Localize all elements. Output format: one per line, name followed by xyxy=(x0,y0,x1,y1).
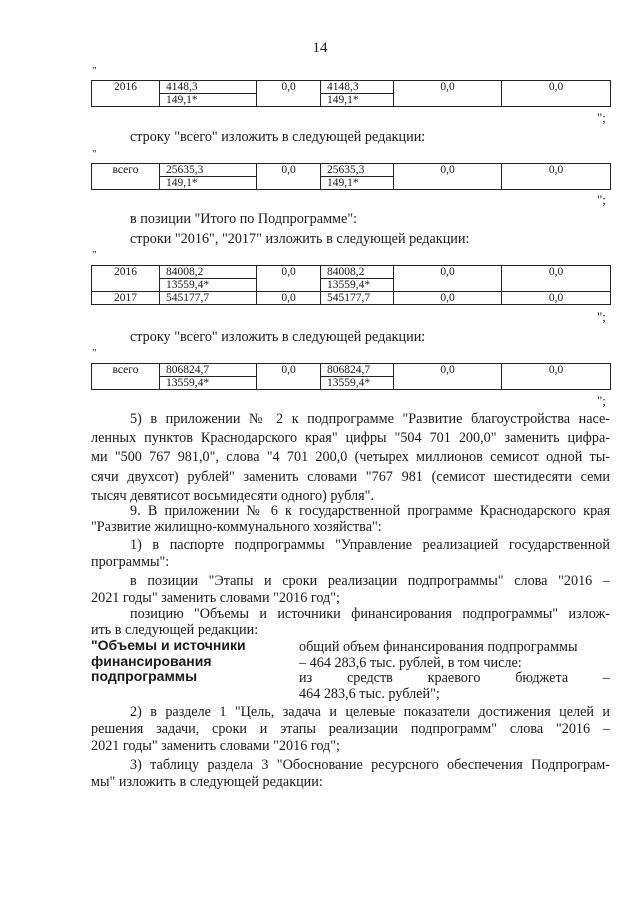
table-row xyxy=(92,364,611,377)
cell-value: 545177,7 xyxy=(160,292,257,305)
cell-value: 25635,3 xyxy=(321,164,394,177)
paragraph-line: программы": xyxy=(91,554,170,570)
passport-value-line xyxy=(299,671,610,687)
cell-value: 0,0 xyxy=(257,292,321,305)
cell-value: 4148,3 xyxy=(321,81,394,94)
cell-value: 149,1* xyxy=(321,94,394,107)
table-2016 xyxy=(91,80,611,107)
open-quote: " xyxy=(92,148,97,160)
paragraph-line: тысяч девятисот восьмидесяти одного) рубля". xyxy=(91,488,374,504)
word: средств xyxy=(346,670,393,687)
close-quote: "; xyxy=(597,192,606,207)
passport-value xyxy=(299,640,610,703)
page-number: 14 xyxy=(312,40,328,56)
paragraph-line: 9. В приложении № 6 к государственной программе Краснодарского края xyxy=(130,503,610,519)
cell-value: 0,0 xyxy=(394,266,502,292)
cell-value: 4148,3 xyxy=(160,81,257,94)
paragraph-line: ить в следующей редакции: xyxy=(91,622,259,638)
cell-value: 0,0 xyxy=(502,266,611,292)
close-quote: "; xyxy=(597,393,606,408)
row-label: всего xyxy=(92,364,160,390)
cell-value: 13559,4* xyxy=(321,377,394,390)
cell-value: 0,0 xyxy=(394,292,502,305)
cell-value: 0,0 xyxy=(257,266,321,292)
open-quote: " xyxy=(92,347,97,359)
close-quote: "; xyxy=(597,110,606,125)
cell-value: 84008,2 xyxy=(321,266,394,279)
cell-value: 0,0 xyxy=(502,292,611,305)
cell-value: 13559,4* xyxy=(321,279,394,292)
paragraph-line: мы" изложить в следующей редакции: xyxy=(91,774,323,790)
cell-value: 25635,3 xyxy=(160,164,257,177)
table-row xyxy=(92,266,611,279)
open-quote: " xyxy=(92,65,97,77)
paragraph-line: 1) в паспорте подпрограммы "Управление реализацией государственной xyxy=(130,537,610,553)
passport-label-line: подпрограммы xyxy=(91,668,198,685)
paragraph-line: 2021 годы" заменить словами "2016 год"; xyxy=(91,738,340,754)
passport-value-line: общий объем финансирования подпрограммы xyxy=(299,639,578,655)
close-quote: "; xyxy=(597,309,606,324)
passport-label-line: "Объемы и источники xyxy=(91,637,246,653)
cell-value: 0,0 xyxy=(394,81,502,107)
row-label: 2017 xyxy=(92,292,160,305)
table-row xyxy=(92,164,611,177)
cell-value: 0,0 xyxy=(394,364,502,390)
row-label: 2016 xyxy=(92,266,160,292)
row-label: 2016 xyxy=(92,81,160,107)
passport-label xyxy=(91,638,291,685)
word: бюджета xyxy=(515,670,569,687)
word: – xyxy=(602,670,610,687)
paragraph-line: решения задачи, сроки и этапы реализации подпрограмм" слова "2016 – xyxy=(91,721,610,737)
table-total-1 xyxy=(91,163,611,190)
table-total-2 xyxy=(91,363,611,390)
table-row xyxy=(92,81,611,94)
paragraph-line: позицию "Объемы и источники финансирования подпрограммы" излож- xyxy=(130,606,610,622)
instruction-line: строки "2016", "2017" изложить в следующей редакции: xyxy=(130,231,470,247)
row-label: всего xyxy=(92,164,160,190)
cell-value: 13559,4* xyxy=(160,377,257,390)
cell-value: 149,1* xyxy=(321,177,394,190)
cell-value: 0,0 xyxy=(502,364,611,390)
cell-value: 149,1* xyxy=(160,94,257,107)
passport-label-line: финансирования xyxy=(91,652,212,669)
cell-value: 545177,7 xyxy=(321,292,394,305)
cell-value: 0,0 xyxy=(257,364,321,390)
cell-value: 0,0 xyxy=(502,164,611,190)
table-2016-2017 xyxy=(91,265,611,305)
cell-value: 149,1* xyxy=(160,177,257,190)
paragraph-line: 2021 годы" заменить словами "2016 год"; xyxy=(91,590,340,606)
cell-value: 0,0 xyxy=(502,81,611,107)
instruction-line: в позиции "Итого по Подпрограмме": xyxy=(130,211,358,227)
cell-value: 84008,2 xyxy=(160,266,257,279)
cell-value: 0,0 xyxy=(257,164,321,190)
instruction-line: строку "всего" изложить в следующей редакции: xyxy=(130,329,426,345)
cell-value: 13559,4* xyxy=(160,279,257,292)
passport-value-line: – 464 283,6 тыс. рублей, в том числе: xyxy=(299,654,522,671)
cell-value: 0,0 xyxy=(257,81,321,107)
cell-value: 806824,7 xyxy=(160,364,257,377)
cell-value: 0,0 xyxy=(394,164,502,190)
paragraph-line: 2) в разделе 1 "Цель, задача и целевые показатели достижения целей и xyxy=(130,704,610,720)
word: краевого xyxy=(427,670,481,687)
open-quote: " xyxy=(92,249,97,261)
paragraph-line: 3) таблицу раздела 3 "Обоснование ресурсного обеспечения Подпрограм- xyxy=(130,757,610,773)
word: из xyxy=(299,670,313,687)
cell-value: 806824,7 xyxy=(321,364,394,377)
paragraph-line: "Развитие жилищно-коммунального хозяйства": xyxy=(91,519,382,535)
paragraph-line: 5) в приложении № 2 к подпрограмме "Развитие благоустройства насе- xyxy=(130,411,610,427)
table-row xyxy=(92,292,611,305)
paragraph-line: ми "500 767 981,0", слова "4 701 200,0 (четырех миллионов семисот одной ты- xyxy=(91,449,610,465)
paragraph-line: сячи двухсот) рублей" заменить словами "767 981 (семисот шестидесяти семи xyxy=(91,469,610,485)
passport-value-line: 464 283,6 тыс. рублей"; xyxy=(299,686,440,703)
paragraph-line: ленных пунктов Краснодарского края" цифры "504 701 200,0" заменить цифра- xyxy=(91,430,610,446)
paragraph-line: в позиции "Этапы и сроки реализации подпрограммы" слова "2016 – xyxy=(130,573,610,589)
instruction-line: строку "всего" изложить в следующей редакции: xyxy=(130,129,426,145)
